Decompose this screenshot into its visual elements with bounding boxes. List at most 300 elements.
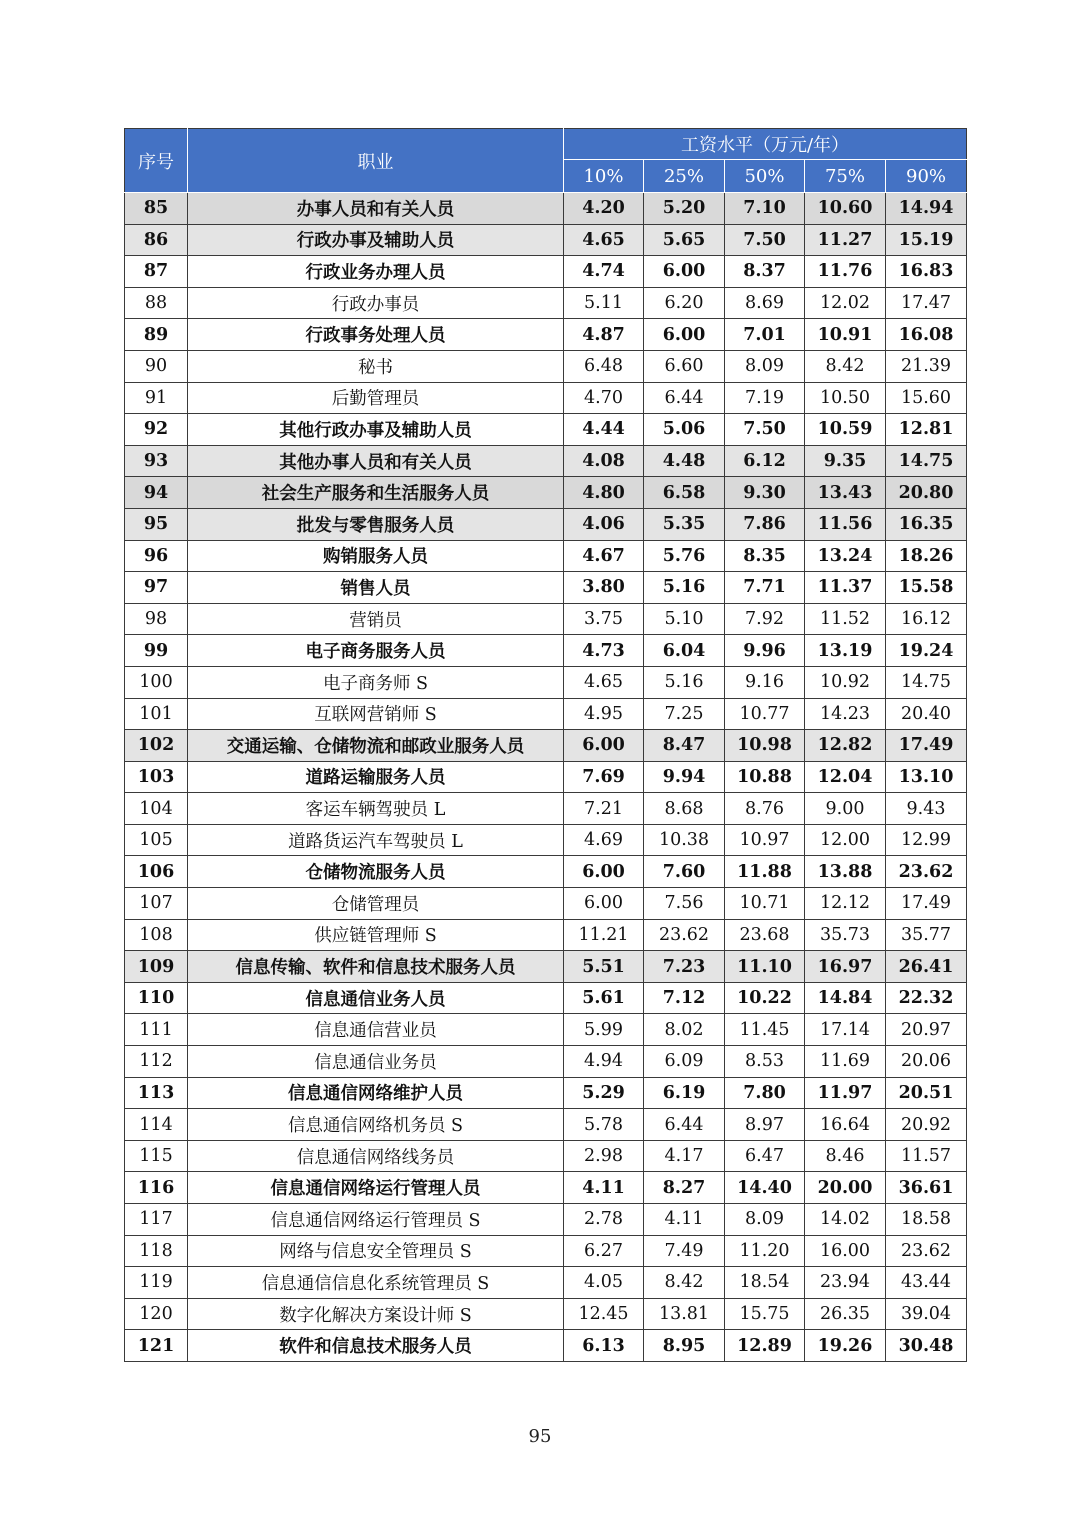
row-occupation: 仓储管理员 (188, 888, 564, 920)
row-wage-value: 4.44 (564, 414, 644, 446)
header-percentile: 75% (805, 160, 886, 193)
row-wage-value: 18.54 (725, 1267, 805, 1299)
row-wage-value: 2.98 (564, 1140, 644, 1172)
row-wage-value: 11.45 (725, 1014, 805, 1046)
row-wage-value: 15.75 (725, 1298, 805, 1330)
row-wage-value: 9.35 (805, 445, 886, 477)
row-wage-value: 14.02 (805, 1204, 886, 1236)
row-wage-value: 7.01 (725, 319, 805, 351)
row-occupation: 供应链管理师 S (188, 919, 564, 951)
row-wage-value: 4.67 (564, 540, 644, 572)
row-no: 121 (125, 1330, 188, 1362)
row-wage-value: 6.09 (644, 1046, 725, 1078)
table-row (125, 635, 967, 667)
row-no: 91 (125, 382, 188, 414)
row-wage-value: 23.62 (644, 919, 725, 951)
row-wage-value: 23.94 (805, 1267, 886, 1299)
row-wage-value: 6.00 (644, 319, 725, 351)
row-wage-value: 26.35 (805, 1298, 886, 1330)
table-row (125, 1204, 967, 1236)
row-occupation: 互联网营销师 S (188, 698, 564, 730)
row-wage-value: 5.10 (644, 603, 725, 635)
row-no: 107 (125, 888, 188, 920)
table-row (125, 730, 967, 762)
row-wage-value: 5.06 (644, 414, 725, 446)
table-row (125, 1172, 967, 1204)
row-wage-value: 6.00 (564, 888, 644, 920)
row-wage-value: 8.37 (725, 256, 805, 288)
row-occupation: 信息通信网络运行管理人员 (188, 1172, 564, 1204)
row-wage-value: 8.42 (644, 1267, 725, 1299)
row-occupation: 后勤管理员 (188, 382, 564, 414)
row-wage-value: 4.11 (564, 1172, 644, 1204)
table-row (125, 1014, 967, 1046)
row-wage-value: 5.61 (564, 982, 644, 1014)
row-occupation: 其他办事人员和有关人员 (188, 445, 564, 477)
row-occupation: 社会生产服务和生活服务人员 (188, 477, 564, 509)
row-wage-value: 9.16 (725, 666, 805, 698)
table-row (125, 256, 967, 288)
table-row (125, 603, 967, 635)
row-wage-value: 35.77 (886, 919, 967, 951)
row-wage-value: 11.76 (805, 256, 886, 288)
row-no: 109 (125, 951, 188, 983)
row-wage-value: 7.12 (644, 982, 725, 1014)
row-occupation: 电子商务师 S (188, 666, 564, 698)
row-wage-value: 10.97 (725, 824, 805, 856)
row-wage-value: 16.97 (805, 951, 886, 983)
row-wage-value: 11.20 (725, 1235, 805, 1267)
header-wage-level: 工资水平（万元/年） (564, 129, 967, 160)
row-wage-value: 4.95 (564, 698, 644, 730)
row-wage-value: 11.37 (805, 572, 886, 604)
row-wage-value: 11.88 (725, 856, 805, 888)
row-wage-value: 13.81 (644, 1298, 725, 1330)
row-wage-value: 17.47 (886, 287, 967, 319)
row-wage-value: 8.95 (644, 1330, 725, 1362)
row-wage-value: 17.14 (805, 1014, 886, 1046)
row-wage-value: 15.60 (886, 382, 967, 414)
row-occupation: 购销服务人员 (188, 540, 564, 572)
table-row (125, 287, 967, 319)
row-wage-value: 11.57 (886, 1140, 967, 1172)
page-number: 95 (528, 1426, 552, 1447)
row-wage-value: 10.92 (805, 666, 886, 698)
row-wage-value: 18.58 (886, 1204, 967, 1236)
row-wage-value: 2.78 (564, 1204, 644, 1236)
row-occupation: 信息传输、软件和信息技术服务人员 (188, 951, 564, 983)
row-wage-value: 14.75 (886, 445, 967, 477)
row-no: 100 (125, 666, 188, 698)
row-wage-value: 7.25 (644, 698, 725, 730)
table-row (125, 888, 967, 920)
row-wage-value: 14.75 (886, 666, 967, 698)
row-wage-value: 14.94 (886, 193, 967, 225)
row-no: 99 (125, 635, 188, 667)
row-wage-value: 6.58 (644, 477, 725, 509)
row-wage-value: 5.11 (564, 287, 644, 319)
table-row (125, 666, 967, 698)
row-wage-value: 18.26 (886, 540, 967, 572)
row-no: 112 (125, 1046, 188, 1078)
row-wage-value: 12.82 (805, 730, 886, 762)
row-no: 88 (125, 287, 188, 319)
row-wage-value: 6.00 (644, 256, 725, 288)
row-wage-value: 13.19 (805, 635, 886, 667)
row-wage-value: 5.65 (644, 224, 725, 256)
row-no: 93 (125, 445, 188, 477)
row-occupation: 客运车辆驾驶员 L (188, 793, 564, 825)
row-occupation: 信息通信业务员 (188, 1046, 564, 1078)
table-row (125, 1330, 967, 1362)
row-occupation: 办事人员和有关人员 (188, 193, 564, 225)
row-occupation: 交通运输、仓储物流和邮政业服务人员 (188, 730, 564, 762)
row-wage-value: 6.60 (644, 350, 725, 382)
row-wage-value: 9.43 (886, 793, 967, 825)
row-wage-value: 7.80 (725, 1077, 805, 1109)
row-occupation: 信息通信网络线务员 (188, 1140, 564, 1172)
row-wage-value: 8.53 (725, 1046, 805, 1078)
row-wage-value: 10.91 (805, 319, 886, 351)
row-no: 85 (125, 193, 188, 225)
table-row (125, 193, 967, 225)
row-wage-value: 12.45 (564, 1298, 644, 1330)
row-no: 111 (125, 1014, 188, 1046)
row-occupation: 数字化解决方案设计师 S (188, 1298, 564, 1330)
row-wage-value: 14.23 (805, 698, 886, 730)
row-wage-value: 5.16 (644, 666, 725, 698)
row-wage-value: 4.74 (564, 256, 644, 288)
row-occupation: 电子商务服务人员 (188, 635, 564, 667)
row-occupation: 行政业务办理人员 (188, 256, 564, 288)
row-wage-value: 5.35 (644, 508, 725, 540)
table-row (125, 761, 967, 793)
row-no: 113 (125, 1077, 188, 1109)
row-occupation: 道路运输服务人员 (188, 761, 564, 793)
row-wage-value: 6.12 (725, 445, 805, 477)
row-no: 98 (125, 603, 188, 635)
row-occupation: 行政事务处理人员 (188, 319, 564, 351)
row-occupation: 信息通信网络机务员 S (188, 1109, 564, 1141)
row-wage-value: 10.77 (725, 698, 805, 730)
row-wage-value: 5.29 (564, 1077, 644, 1109)
row-no: 89 (125, 319, 188, 351)
row-wage-value: 43.44 (886, 1267, 967, 1299)
row-wage-value: 5.20 (644, 193, 725, 225)
row-wage-value: 12.99 (886, 824, 967, 856)
row-wage-value: 16.83 (886, 256, 967, 288)
row-occupation: 行政办事及辅助人员 (188, 224, 564, 256)
row-no: 106 (125, 856, 188, 888)
row-wage-value: 7.49 (644, 1235, 725, 1267)
row-no: 97 (125, 572, 188, 604)
row-no: 101 (125, 698, 188, 730)
row-no: 104 (125, 793, 188, 825)
row-wage-value: 19.24 (886, 635, 967, 667)
row-wage-value: 11.69 (805, 1046, 886, 1078)
table-body (125, 193, 967, 1362)
row-wage-value: 6.48 (564, 350, 644, 382)
row-wage-value: 6.44 (644, 382, 725, 414)
row-wage-value: 4.65 (564, 666, 644, 698)
row-wage-value: 7.60 (644, 856, 725, 888)
table-row (125, 1140, 967, 1172)
row-no: 92 (125, 414, 188, 446)
row-no: 94 (125, 477, 188, 509)
row-wage-value: 7.23 (644, 951, 725, 983)
row-wage-value: 14.84 (805, 982, 886, 1014)
row-occupation: 行政办事员 (188, 287, 564, 319)
row-wage-value: 23.62 (886, 1235, 967, 1267)
table-row (125, 382, 967, 414)
row-wage-value: 23.62 (886, 856, 967, 888)
table-row (125, 919, 967, 951)
row-no: 105 (125, 824, 188, 856)
row-wage-value: 15.58 (886, 572, 967, 604)
row-wage-value: 16.00 (805, 1235, 886, 1267)
row-wage-value: 4.05 (564, 1267, 644, 1299)
row-occupation: 网络与信息安全管理员 S (188, 1235, 564, 1267)
row-wage-value: 4.73 (564, 635, 644, 667)
row-wage-value: 8.97 (725, 1109, 805, 1141)
table-row (125, 445, 967, 477)
row-wage-value: 21.39 (886, 350, 967, 382)
row-no: 110 (125, 982, 188, 1014)
header-percentile: 90% (886, 160, 967, 193)
header-occupation: 职业 (188, 129, 564, 193)
row-wage-value: 13.10 (886, 761, 967, 793)
row-wage-value: 8.02 (644, 1014, 725, 1046)
row-wage-value: 14.40 (725, 1172, 805, 1204)
row-wage-value: 6.19 (644, 1077, 725, 1109)
row-wage-value: 20.92 (886, 1109, 967, 1141)
row-wage-value: 6.00 (564, 730, 644, 762)
row-wage-value: 5.51 (564, 951, 644, 983)
table-row (125, 414, 967, 446)
row-wage-value: 16.12 (886, 603, 967, 635)
table-row (125, 856, 967, 888)
row-wage-value: 5.78 (564, 1109, 644, 1141)
row-occupation: 信息通信信息化系统管理员 S (188, 1267, 564, 1299)
row-wage-value: 7.86 (725, 508, 805, 540)
row-no: 96 (125, 540, 188, 572)
row-wage-value: 23.68 (725, 919, 805, 951)
row-wage-value: 6.20 (644, 287, 725, 319)
row-occupation: 批发与零售服务人员 (188, 508, 564, 540)
row-wage-value: 16.64 (805, 1109, 886, 1141)
header-percentile: 25% (644, 160, 725, 193)
table-row (125, 1109, 967, 1141)
table-row (125, 1077, 967, 1109)
row-wage-value: 4.94 (564, 1046, 644, 1078)
row-no: 117 (125, 1204, 188, 1236)
row-wage-value: 10.60 (805, 193, 886, 225)
table-row (125, 793, 967, 825)
row-wage-value: 13.88 (805, 856, 886, 888)
row-wage-value: 20.51 (886, 1077, 967, 1109)
row-wage-value: 7.71 (725, 572, 805, 604)
row-wage-value: 10.38 (644, 824, 725, 856)
row-wage-value: 36.61 (886, 1172, 967, 1204)
row-wage-value: 12.00 (805, 824, 886, 856)
row-wage-value: 8.69 (725, 287, 805, 319)
row-occupation: 仓储物流服务人员 (188, 856, 564, 888)
row-wage-value: 4.17 (644, 1140, 725, 1172)
table-row (125, 1298, 967, 1330)
row-occupation: 其他行政办事及辅助人员 (188, 414, 564, 446)
row-wage-value: 6.47 (725, 1140, 805, 1172)
row-wage-value: 4.80 (564, 477, 644, 509)
table-row (125, 698, 967, 730)
row-wage-value: 12.89 (725, 1330, 805, 1362)
row-wage-value: 9.00 (805, 793, 886, 825)
table-row (125, 1267, 967, 1299)
row-wage-value: 4.48 (644, 445, 725, 477)
table-row (125, 951, 967, 983)
row-wage-value: 11.52 (805, 603, 886, 635)
row-wage-value: 9.94 (644, 761, 725, 793)
row-wage-value: 3.75 (564, 603, 644, 635)
row-no: 119 (125, 1267, 188, 1299)
header-no: 序号 (125, 129, 188, 193)
row-occupation: 营销员 (188, 603, 564, 635)
row-occupation: 软件和信息技术服务人员 (188, 1330, 564, 1362)
row-occupation: 销售人员 (188, 572, 564, 604)
row-wage-value: 11.21 (564, 919, 644, 951)
row-wage-value: 11.97 (805, 1077, 886, 1109)
row-wage-value: 6.00 (564, 856, 644, 888)
row-wage-value: 6.44 (644, 1109, 725, 1141)
row-wage-value: 8.42 (805, 350, 886, 382)
row-wage-value: 3.80 (564, 572, 644, 604)
row-wage-value: 16.08 (886, 319, 967, 351)
row-no: 102 (125, 730, 188, 762)
wage-table (124, 128, 967, 1362)
row-wage-value: 20.97 (886, 1014, 967, 1046)
table-row (125, 824, 967, 856)
row-occupation: 信息通信网络运行管理员 S (188, 1204, 564, 1236)
row-wage-value: 4.20 (564, 193, 644, 225)
row-wage-value: 13.24 (805, 540, 886, 572)
row-wage-value: 4.65 (564, 224, 644, 256)
row-wage-value: 8.09 (725, 350, 805, 382)
row-wage-value: 10.22 (725, 982, 805, 1014)
row-wage-value: 20.80 (886, 477, 967, 509)
table-row (125, 1235, 967, 1267)
row-wage-value: 4.70 (564, 382, 644, 414)
row-wage-value: 7.56 (644, 888, 725, 920)
row-wage-value: 8.68 (644, 793, 725, 825)
table-row (125, 319, 967, 351)
row-wage-value: 22.32 (886, 982, 967, 1014)
row-wage-value: 7.19 (725, 382, 805, 414)
row-wage-value: 7.69 (564, 761, 644, 793)
row-wage-value: 35.73 (805, 919, 886, 951)
row-wage-value: 19.26 (805, 1330, 886, 1362)
row-wage-value: 12.04 (805, 761, 886, 793)
row-wage-value: 10.50 (805, 382, 886, 414)
row-wage-value: 17.49 (886, 730, 967, 762)
row-wage-value: 9.96 (725, 635, 805, 667)
row-wage-value: 11.56 (805, 508, 886, 540)
row-wage-value: 20.00 (805, 1172, 886, 1204)
row-wage-value: 17.49 (886, 888, 967, 920)
table-row (125, 508, 967, 540)
row-wage-value: 6.04 (644, 635, 725, 667)
row-occupation: 信息通信网络维护人员 (188, 1077, 564, 1109)
row-wage-value: 11.10 (725, 951, 805, 983)
row-wage-value: 6.13 (564, 1330, 644, 1362)
table-row (125, 540, 967, 572)
row-occupation: 信息通信营业员 (188, 1014, 564, 1046)
row-wage-value: 5.99 (564, 1014, 644, 1046)
row-no: 116 (125, 1172, 188, 1204)
row-wage-value: 12.12 (805, 888, 886, 920)
row-no: 108 (125, 919, 188, 951)
row-no: 86 (125, 224, 188, 256)
row-wage-value: 4.69 (564, 824, 644, 856)
row-no: 90 (125, 350, 188, 382)
row-wage-value: 8.47 (644, 730, 725, 762)
row-no: 114 (125, 1109, 188, 1141)
row-wage-value: 7.10 (725, 193, 805, 225)
row-no: 87 (125, 256, 188, 288)
row-wage-value: 4.08 (564, 445, 644, 477)
table-row (125, 1046, 967, 1078)
row-wage-value: 7.50 (725, 224, 805, 256)
table-header (125, 129, 967, 193)
table-row (125, 477, 967, 509)
row-wage-value: 11.27 (805, 224, 886, 256)
row-wage-value: 10.59 (805, 414, 886, 446)
row-wage-value: 20.40 (886, 698, 967, 730)
row-wage-value: 4.06 (564, 508, 644, 540)
row-wage-value: 7.50 (725, 414, 805, 446)
row-wage-value: 10.98 (725, 730, 805, 762)
table-row (125, 572, 967, 604)
row-wage-value: 13.43 (805, 477, 886, 509)
row-no: 95 (125, 508, 188, 540)
row-no: 115 (125, 1140, 188, 1172)
row-wage-value: 12.02 (805, 287, 886, 319)
row-wage-value: 5.16 (644, 572, 725, 604)
row-wage-value: 26.41 (886, 951, 967, 983)
row-wage-value: 8.76 (725, 793, 805, 825)
row-wage-value: 30.48 (886, 1330, 967, 1362)
row-occupation: 道路货运汽车驾驶员 L (188, 824, 564, 856)
header-percentile: 50% (725, 160, 805, 193)
row-no: 103 (125, 761, 188, 793)
row-wage-value: 7.21 (564, 793, 644, 825)
row-no: 120 (125, 1298, 188, 1330)
row-wage-value: 39.04 (886, 1298, 967, 1330)
row-wage-value: 5.76 (644, 540, 725, 572)
row-wage-value: 4.11 (644, 1204, 725, 1236)
row-wage-value: 10.88 (725, 761, 805, 793)
row-wage-value: 12.81 (886, 414, 967, 446)
row-wage-value: 16.35 (886, 508, 967, 540)
row-wage-value: 7.92 (725, 603, 805, 635)
table-row (125, 224, 967, 256)
row-wage-value: 4.87 (564, 319, 644, 351)
row-wage-value: 10.71 (725, 888, 805, 920)
row-wage-value: 8.35 (725, 540, 805, 572)
row-wage-value: 8.46 (805, 1140, 886, 1172)
table-row (125, 350, 967, 382)
row-wage-value: 9.30 (725, 477, 805, 509)
row-wage-value: 8.09 (725, 1204, 805, 1236)
row-occupation: 信息通信业务人员 (188, 982, 564, 1014)
